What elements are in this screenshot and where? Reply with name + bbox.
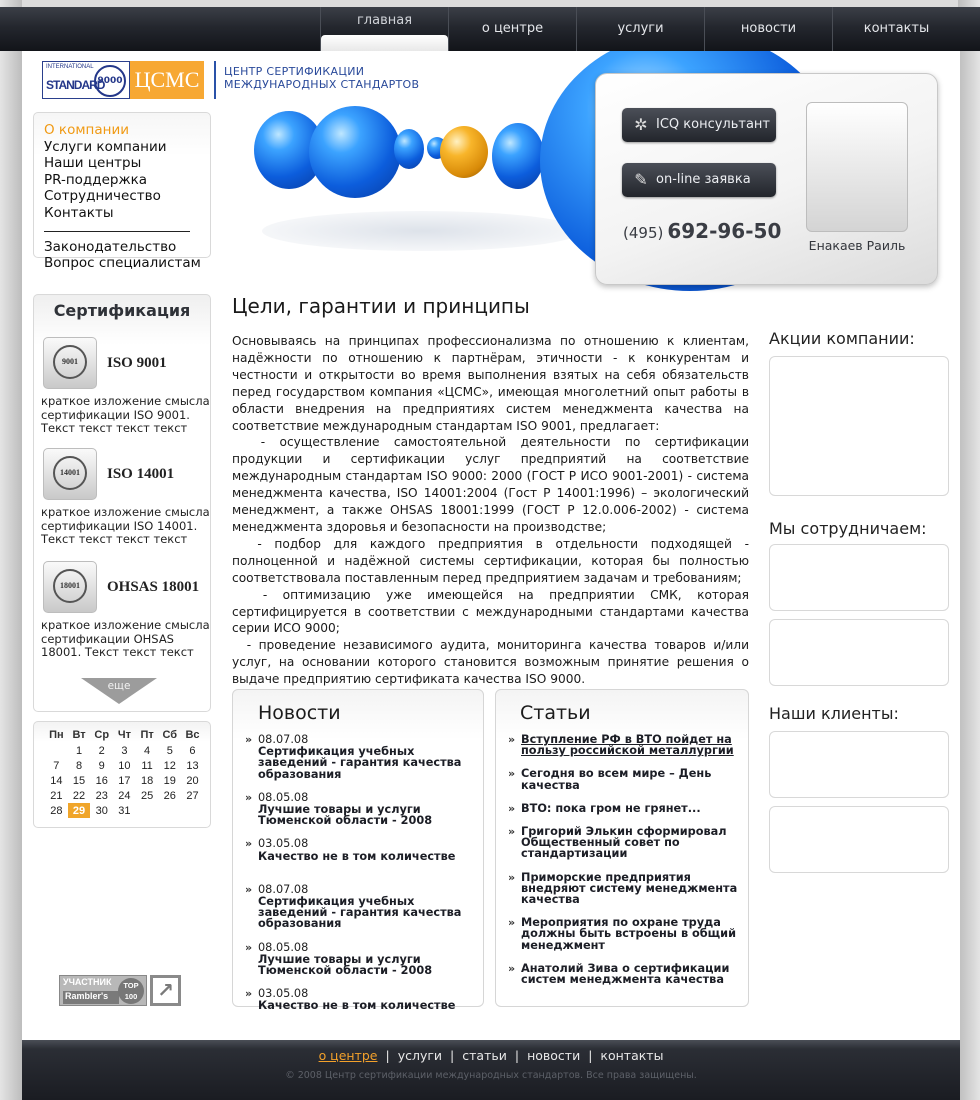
iso-9000-logo	[42, 61, 130, 99]
page-side-right	[958, 0, 980, 1100]
calendar-day[interactable]: 24	[118, 789, 131, 802]
logo-tagline-line-1: ЦЕНТР СЕРТИФИКАЦИИ	[224, 65, 365, 78]
news-date: 08.07.08	[258, 733, 309, 746]
external-link-arrow-icon[interactable]: ↗	[150, 975, 181, 1006]
calendar-day[interactable]: 27	[186, 789, 199, 802]
calendar-day[interactable]: 12	[163, 759, 176, 772]
calendar-day[interactable]: 19	[163, 774, 176, 787]
calendar-weekday: Чт	[117, 729, 131, 741]
calendar-day[interactable]: 9	[98, 759, 105, 772]
calendar-day[interactable]: 26	[163, 789, 176, 802]
calendar-day[interactable]: 21	[50, 789, 63, 802]
bullet-icon: »	[245, 987, 253, 1001]
article-item	[508, 768, 740, 790]
more-button[interactable]	[81, 678, 157, 704]
news-date: 08.07.08	[258, 882, 309, 896]
partners-heading: Мы сотрудничаем:	[769, 519, 927, 538]
bullet-icon: »	[245, 882, 253, 896]
calendar-empty-cell	[158, 803, 181, 818]
article-link[interactable]: Григорий Элькин сформировал Общественный совет по стандартизации	[521, 825, 727, 861]
calendar-weekday: Пт	[140, 729, 154, 741]
article-paragraph: - проведение независимого аудита, мониторинга качества товаров и/или услуг, на основании которого становится возможным принятие решения о выдаче предприятию сертификата качества ISO 9000.	[232, 638, 749, 687]
news-date: 03.05.08	[258, 987, 309, 1001]
nav-item-contacts[interactable]: контакты	[832, 7, 960, 51]
news-item	[245, 884, 477, 930]
bullet-icon: »	[508, 870, 516, 884]
rambler-top100-badge[interactable]	[59, 975, 147, 1006]
badge-number: 18001	[60, 581, 80, 590]
top-strip	[0, 0, 980, 7]
bullet-icon: »	[508, 767, 516, 781]
calendar-day[interactable]: 20	[186, 774, 199, 787]
calendar-day[interactable]: 7	[53, 759, 60, 772]
calendar-grid	[45, 727, 204, 818]
cert-description: краткое изложение смысла сертификации OHSAS 18001. Текст текст текст	[41, 618, 210, 659]
calendar-day[interactable]: 13	[186, 759, 199, 772]
consultant-name: Енакаев Раиль	[808, 238, 906, 253]
online-button-label: on-line заявка	[656, 172, 751, 187]
article-item	[508, 963, 740, 985]
footer-separator: |	[385, 1048, 390, 1063]
logo-standard-text: STANDARD	[46, 78, 105, 92]
news-link[interactable]: Лучшие товары и услуги Тюменской области - 2008	[258, 803, 433, 828]
bullet-icon: »	[508, 961, 516, 975]
sidebar-item-services[interactable]: Услуги компании	[44, 138, 167, 155]
news-panel	[232, 689, 484, 1013]
main-article-text	[232, 333, 749, 688]
article-item	[508, 734, 740, 756]
badge-number: 9001	[62, 357, 78, 366]
calendar-day[interactable]: 30	[95, 804, 108, 817]
icq-consultant-button[interactable]	[622, 108, 776, 142]
calendar-day[interactable]: 28	[50, 804, 63, 817]
page-title: Цели, гарантии и принципы	[232, 294, 530, 318]
article-item	[508, 803, 740, 814]
hundred-text: 100	[124, 992, 138, 1001]
phone-code: (495)	[623, 224, 664, 242]
calendar-day[interactable]: 25	[140, 789, 154, 802]
bullet-icon: »	[245, 733, 253, 746]
footer-link-contacts[interactable]: контакты	[600, 1048, 664, 1063]
sidebar-item-contacts[interactable]: Контакты	[44, 204, 114, 221]
news-link[interactable]: Лучшие товары и услуги Тюменской области - 2008	[258, 952, 433, 978]
logo-brand: ЦСМС	[130, 61, 204, 99]
calendar-day[interactable]: 16	[95, 774, 108, 787]
article-paragraph: - осуществление самостоятельной деятельности по сертификации продукции и сертификации услуг предприятий на соответствие международным стандартам ISO 9000: 2000 (ГОСТ Р ИСО 9001-2001) - система менеджмента качества, ISO 14001:2004 (Гост Р 14001:1996) – экологический менеджмент, а также OHSAS 18001:1999 (ГОСТ Р 12.0.006-2002) - система менеджмента здоровья и безопасности на производстве;	[232, 435, 749, 534]
site-logo[interactable]	[42, 61, 204, 99]
bullet-icon: »	[245, 790, 253, 804]
calendar-day[interactable]: 5	[166, 744, 173, 757]
footer-separator: |	[588, 1048, 593, 1063]
iso-14001-badge-icon[interactable]	[43, 448, 97, 500]
nav-item-home[interactable]: главная	[320, 7, 448, 51]
footer-link-services[interactable]: услуги	[397, 1048, 443, 1063]
cert-name[interactable]: OHSAS 18001	[107, 579, 200, 595]
footer-separator: |	[450, 1048, 455, 1063]
bullet-icon: »	[245, 940, 253, 954]
ohsas-18001-badge-icon[interactable]	[43, 561, 97, 613]
calendar-day[interactable]: 1	[75, 744, 83, 757]
nav-item-news[interactable]: новости	[704, 7, 832, 51]
top-navigation	[0, 7, 980, 51]
news-date: 03.05.08	[258, 837, 309, 851]
top-text: TOP	[123, 981, 139, 990]
news-item	[245, 838, 477, 861]
articles-list	[508, 734, 740, 997]
bullet-icon: »	[508, 801, 516, 815]
calendar-day[interactable]: 2	[98, 744, 105, 757]
articles-panel	[495, 689, 749, 1007]
footer-link-about[interactable]: о центре	[318, 1048, 378, 1063]
globe-icon	[394, 129, 424, 169]
bullet-icon: »	[508, 916, 516, 930]
phone-number	[623, 219, 781, 243]
news-item	[245, 792, 477, 827]
clients-heading: Наши клиенты:	[769, 704, 899, 723]
article-link[interactable]: ВТО: пока гром не грянет...	[521, 801, 701, 815]
globe-icon	[309, 106, 401, 198]
calendar-day[interactable]: 29	[68, 803, 91, 818]
certification-panel	[33, 294, 211, 712]
globe-icon: 9000	[94, 65, 126, 97]
news-title: Новости	[258, 702, 341, 724]
partner-box[interactable]	[769, 544, 949, 611]
nav-item-services[interactable]: услуги	[576, 7, 704, 51]
top100-circle	[118, 978, 144, 1004]
news-link[interactable]: Качество не в том количестве	[258, 849, 456, 863]
certification-title: Сертификация	[53, 301, 191, 320]
calendar-weekday: Ср	[94, 729, 110, 741]
calendar-day[interactable]: 4	[144, 744, 151, 757]
bullet-icon: »	[245, 837, 253, 851]
sidebar-menu	[33, 112, 211, 272]
footer-links	[22, 1048, 960, 1063]
article-paragraph: - подбор для каждого предприятия в отдельности подходящей - полноценной и надёжной системы сертификации, которая бы полностью соответствовала поставленным перед предприятием задачам и требованиям;	[232, 536, 749, 585]
icq-button-label: ICQ консультант	[656, 117, 771, 132]
gold-globe-icon	[440, 126, 488, 178]
calendar-day[interactable]: 8	[75, 759, 83, 772]
article-paragraph: - оптимизацию уже имеющейся на предприятии СМК, которая сертифицируется в соответствии с международными стандартами качества серии ИСО 9000;	[232, 587, 749, 636]
logo-international-text: INTERNATIONAL	[46, 64, 94, 70]
copyright-text: © 2008 Центр сертификации международных стандартов. Все права защищены.	[285, 1070, 697, 1081]
hero-floor-shadow	[262, 211, 582, 251]
calendar-widget	[33, 721, 211, 828]
logo-divider	[214, 61, 216, 99]
calendar-day[interactable]: 11	[141, 759, 153, 772]
logo-tagline	[224, 65, 419, 91]
article-link[interactable]: Приморские предприятия внедряют систему менеджмента качества	[521, 870, 738, 907]
news-link[interactable]: Сертификация учебных заведений - гарантия качества образования	[258, 745, 462, 781]
footer-link-news[interactable]: новости	[527, 1048, 581, 1063]
article-paragraph: Основываясь на принципах профессионализма по отношению к клиентам, надёжности по отношению к партнёрам, этичности - к конкурентам и честности и открытости во время выполнения взятых на себя обязательств перед государством компания «ЦСМС», имеющая многолетний опыт работы в области внедрения на предприятиях систем менеджмента качества на соответствие международным стандартам ISO 9001, предлагает:	[232, 334, 749, 433]
calendar-weekday: Вт	[72, 729, 86, 741]
article-link[interactable]: Сегодня во всем мире – День качества	[521, 767, 712, 792]
news-list	[245, 734, 477, 1024]
nav-item-about[interactable]: о центре	[448, 7, 576, 51]
more-label: еще	[107, 680, 131, 692]
articles-title: Статьи	[520, 702, 591, 724]
cert-name[interactable]: ISO 9001	[107, 355, 167, 371]
page-side-left	[0, 0, 22, 1100]
calendar-weekday: Пн	[49, 729, 64, 741]
calendar-day[interactable]: 23	[95, 789, 108, 802]
bullet-icon: »	[508, 733, 516, 746]
article-item	[508, 872, 740, 906]
calendar-day[interactable]: 31	[118, 804, 131, 817]
rambler-participant-text: УЧАСТНИК	[63, 977, 112, 987]
promotions-heading: Акции компании:	[769, 329, 915, 348]
cert-name[interactable]: ISO 14001	[107, 466, 175, 482]
page-content	[22, 51, 960, 1040]
sidebar-item-cooperation[interactable]: Сотрудничество	[44, 188, 161, 205]
logo-tagline-line-2: МЕЖДУНАРОДНЫХ СТАНДАРТОВ	[224, 78, 420, 91]
contact-card	[595, 73, 938, 285]
globe-icon	[492, 123, 544, 189]
cert-description: краткое изложение смысла сертификации ISO 9001. Текст текст текст текст	[41, 394, 210, 435]
sidebar-item-pr[interactable]: PR-поддержка	[44, 171, 148, 188]
globe-icon	[53, 569, 87, 603]
rambler-name-text: Rambler's	[63, 991, 119, 1004]
article-item	[508, 826, 740, 860]
calendar-empty-cell	[45, 743, 68, 758]
footer	[22, 1040, 960, 1100]
bullet-icon: »	[508, 825, 516, 839]
online-request-button[interactable]	[622, 163, 776, 197]
calendar-day[interactable]: 10	[118, 759, 131, 772]
phone-digits: 692-96-50	[667, 219, 782, 243]
calendar-empty-cell	[136, 803, 159, 818]
news-link[interactable]: Качество не в том количестве	[258, 999, 456, 1013]
footer-separator: |	[514, 1048, 520, 1063]
icq-flower-icon: ✲	[634, 115, 648, 134]
consultant-photo	[806, 102, 908, 232]
article-link[interactable]: Мероприятия по охране труда должны быть встроены в общий менеджмент	[521, 916, 736, 952]
article-link[interactable]: Вступление РФ в ВТО пойдет на пользу российской металлургии	[521, 733, 734, 758]
sidebar-item-centers[interactable]: Наши центры	[44, 155, 142, 172]
cert-description: краткое изложение смысла сертификации ISO 14001. Текст текст текст текст	[41, 505, 210, 546]
promotions-box[interactable]	[769, 356, 949, 496]
calendar-day[interactable]: 22	[72, 789, 86, 802]
article-item	[508, 917, 740, 951]
calendar-day[interactable]: 17	[118, 774, 131, 787]
calendar-weekday: Сб	[162, 729, 178, 741]
news-item	[245, 988, 477, 1011]
iso-9001-badge-icon[interactable]	[43, 337, 97, 389]
sidebar-item-about[interactable]: О компании	[44, 122, 129, 138]
calendar-day[interactable]: 15	[72, 774, 86, 787]
client-box[interactable]	[769, 806, 949, 873]
news-link[interactable]: Сертификация учебных заведений - гарантия качества образования	[258, 895, 462, 931]
badge-number: 14001	[60, 468, 80, 477]
footer-link-articles[interactable]: статьи	[462, 1048, 507, 1063]
sidebar-item-legislation[interactable]: Законодательство	[44, 238, 177, 255]
calendar-empty-cell	[181, 803, 204, 818]
calendar-day[interactable]: 14	[50, 774, 63, 787]
calendar-weekday: Вс	[185, 729, 200, 741]
calendar-day[interactable]: 18	[140, 774, 154, 787]
news-date: 08.05.08	[258, 790, 309, 804]
client-box[interactable]	[769, 731, 949, 798]
article-link[interactable]: Анатолий Зива о сертификации систем менеджмента качества	[521, 961, 730, 987]
news-date: 08.05.08	[258, 940, 309, 954]
news-item	[245, 942, 477, 977]
news-item	[245, 734, 477, 780]
calendar-day[interactable]: 3	[121, 744, 128, 757]
partner-box[interactable]	[769, 619, 949, 686]
globe-icon	[53, 345, 87, 379]
menu-divider	[44, 231, 190, 232]
globe-icon	[53, 456, 87, 490]
calendar-day[interactable]: 6	[189, 744, 196, 757]
sidebar-item-ask-specialists[interactable]: Вопрос специалистам	[44, 255, 201, 272]
form-pencil-icon: ✎	[634, 170, 648, 189]
